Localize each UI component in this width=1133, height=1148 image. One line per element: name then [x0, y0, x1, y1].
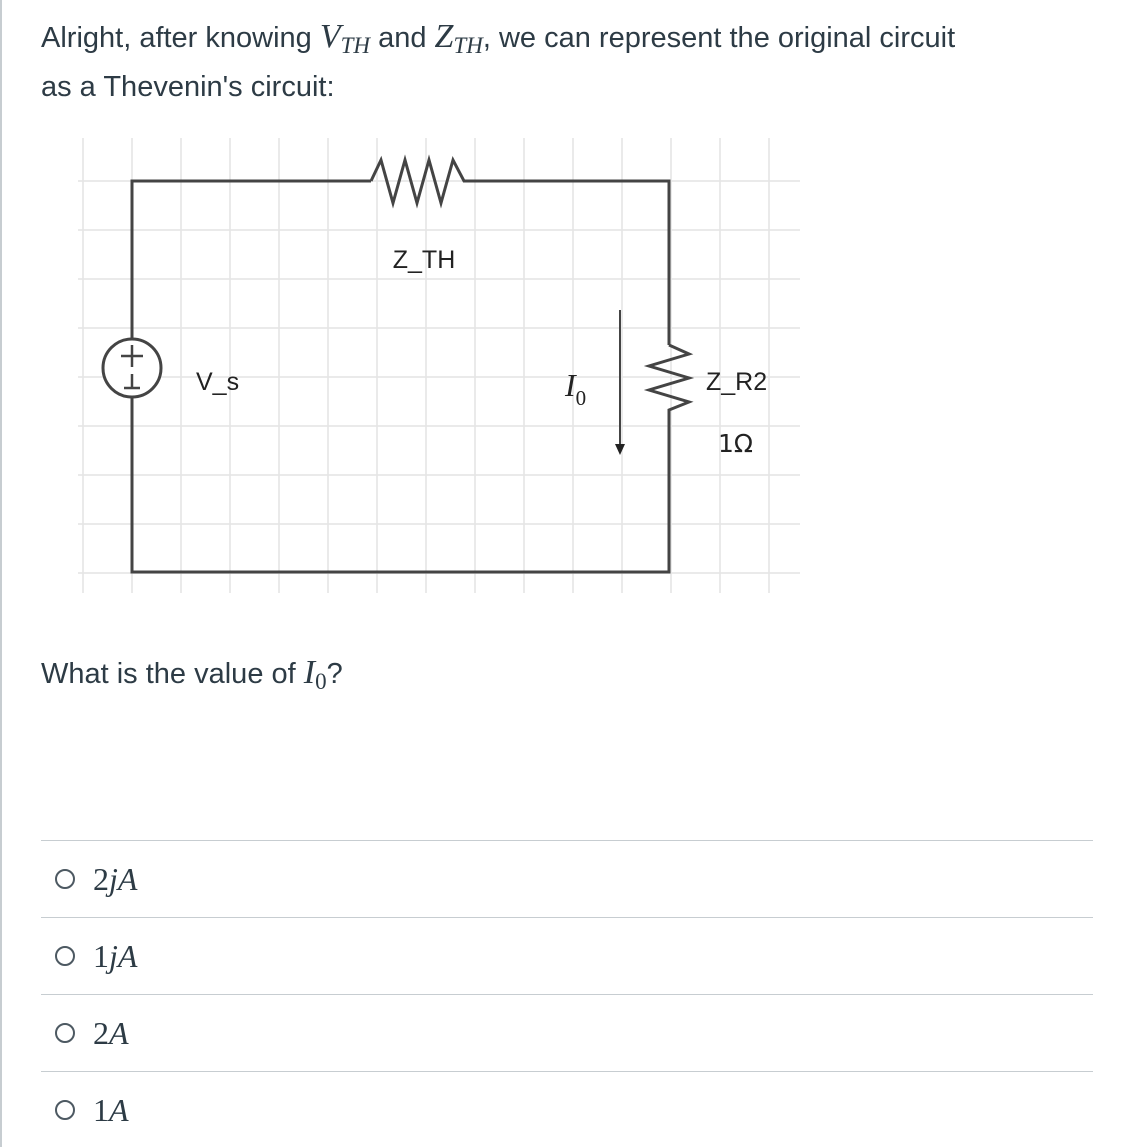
grid-background: [78, 138, 800, 593]
answer-label[interactable]: 1jA: [93, 937, 138, 974]
voltage-source: [103, 339, 161, 397]
question-text: What is the value of $I_0$?: [41, 654, 343, 694]
zth-math: $Z_{TH}$: [434, 18, 483, 58]
thevenin-circuit-diagram: [78, 138, 808, 598]
i0-math: $I_0$: [303, 654, 327, 694]
zr2-label: Z_R2: [706, 368, 768, 396]
zr2-resistor: [649, 345, 689, 418]
answer-option[interactable]: [41, 994, 1093, 1071]
zth-label: Z_TH: [392, 246, 456, 274]
answer-option[interactable]: [41, 840, 1093, 917]
answer-option[interactable]: [41, 917, 1093, 994]
radio-button[interactable]: [55, 1100, 75, 1120]
answer-label[interactable]: 1A: [93, 1091, 129, 1128]
intro-suffix: , we can represent the original circuit: [482, 22, 956, 54]
page-left-border: [0, 0, 2, 1147]
zr2-value: 1Ω: [718, 429, 754, 458]
intro-prefix: Alright, after knowing: [41, 22, 320, 54]
answer-label[interactable]: 2jA: [93, 860, 138, 897]
answer-option[interactable]: [41, 1071, 1093, 1148]
intro-paragraph: [41, 12, 1101, 112]
intro-line2: as a Thevenin's circuit:: [41, 71, 335, 103]
answer-list: [41, 840, 1093, 1148]
current-label: $I_0$: [565, 367, 587, 410]
radio-button[interactable]: [55, 869, 75, 889]
answer-label[interactable]: 2A: [93, 1014, 129, 1051]
current-arrow: [615, 310, 625, 455]
radio-button[interactable]: [55, 946, 75, 966]
radio-button[interactable]: [55, 1023, 75, 1043]
intro-middle: and: [370, 22, 435, 54]
source-label: V_s: [196, 368, 240, 396]
vth-math: $V_{TH}$: [319, 18, 371, 58]
